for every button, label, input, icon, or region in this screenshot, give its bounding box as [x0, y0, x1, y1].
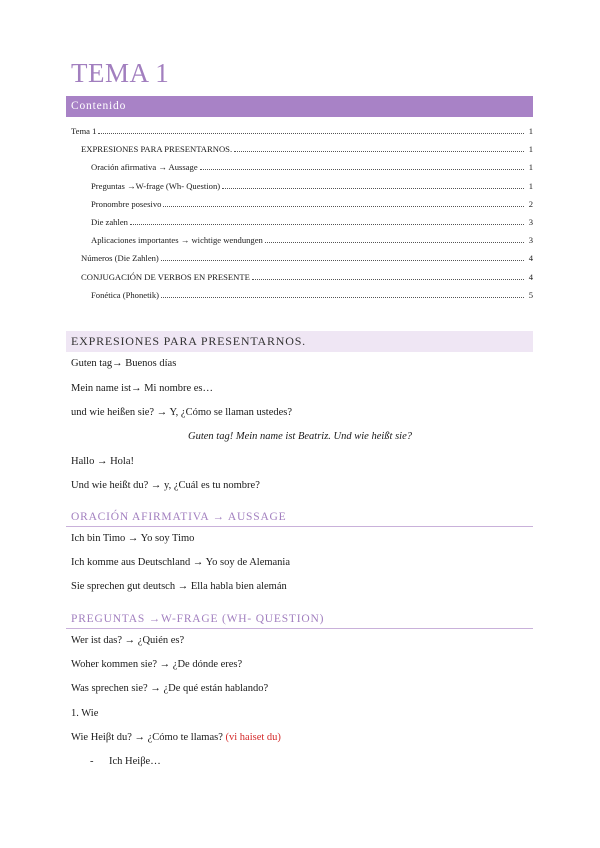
paragraph: und wie heißen sie? → Y, ¿Cómo se llaman ustedes? [71, 407, 293, 418]
toc-entry[interactable]: Oración afirmativa → Aussage 1 [91, 162, 533, 173]
contents-header: Contenido [66, 96, 533, 117]
paragraph: Guten tag→ Buenos días [71, 358, 177, 369]
paragraph: Und wie heißt du? → y, ¿Cuál es tu nombre? [71, 480, 260, 491]
bullet-item: Ich Heiβe… [109, 756, 161, 767]
numbered-item: 1. Wie [71, 708, 99, 719]
example-sentence: Guten tag! Mein name ist Beatriz. Und wie heißt sie? [188, 431, 412, 442]
toc-entry[interactable]: CONJUGACIÓN DE VERBOS EN PRESENTE 4 [81, 271, 533, 282]
paragraph: Mein name ist→ Mi nombre es… [71, 383, 214, 394]
toc-entry[interactable]: Fonética (Phonetik) 5 [91, 289, 533, 300]
page-title: TEMA 1 [71, 58, 170, 88]
section-heading: ORACIÓN AFIRMATIVA → AUSSAGE [66, 511, 533, 527]
toc-entry[interactable]: Preguntas →W-frage (Wh- Question) 1 [91, 180, 533, 191]
toc-entry[interactable]: Aplicaciones importantes → wichtige wendungen 3 [91, 235, 533, 246]
paragraph: Ich komme aus Deutschland → Yo soy de Alemania [71, 557, 291, 568]
paragraph: Was sprechen sie? → ¿De qué están hablando? [71, 683, 269, 694]
paragraph: Hallo → Hola! [71, 456, 134, 467]
paragraph: Sie sprechen gut deutsch → Ella habla bien alemán [71, 581, 287, 592]
bullet-dash: - [90, 756, 94, 767]
section-heading: EXPRESIONES PARA PRESENTARNOS. [66, 331, 533, 352]
paragraph: Ich bin Timo → Yo soy Timo [71, 533, 195, 544]
section-heading: PREGUNTAS →W-FRAGE (WH- QUESTION) [66, 613, 533, 629]
toc-entry[interactable]: Números (Die Zahlen) 4 [81, 253, 533, 264]
table-of-contents [71, 122, 533, 304]
paragraph: Woher kommen sie? → ¿De dónde eres? [71, 659, 243, 670]
toc-entry[interactable]: Tema 1 1 [71, 126, 533, 136]
pronunciation-note: (vi haiset du) [225, 732, 281, 743]
toc-entry[interactable]: Pronombre posesivo 2 [91, 198, 533, 209]
paragraph: Wer ist das? → ¿Quién es? [71, 635, 185, 646]
toc-entry[interactable]: Die zahlen 3 [91, 216, 533, 227]
paragraph: Wie Heiβt du? → ¿Cómo te llamas? (vi haiset du) [71, 732, 281, 743]
toc-entry[interactable]: EXPRESIONES PARA PRESENTARNOS. 1 [81, 144, 533, 155]
